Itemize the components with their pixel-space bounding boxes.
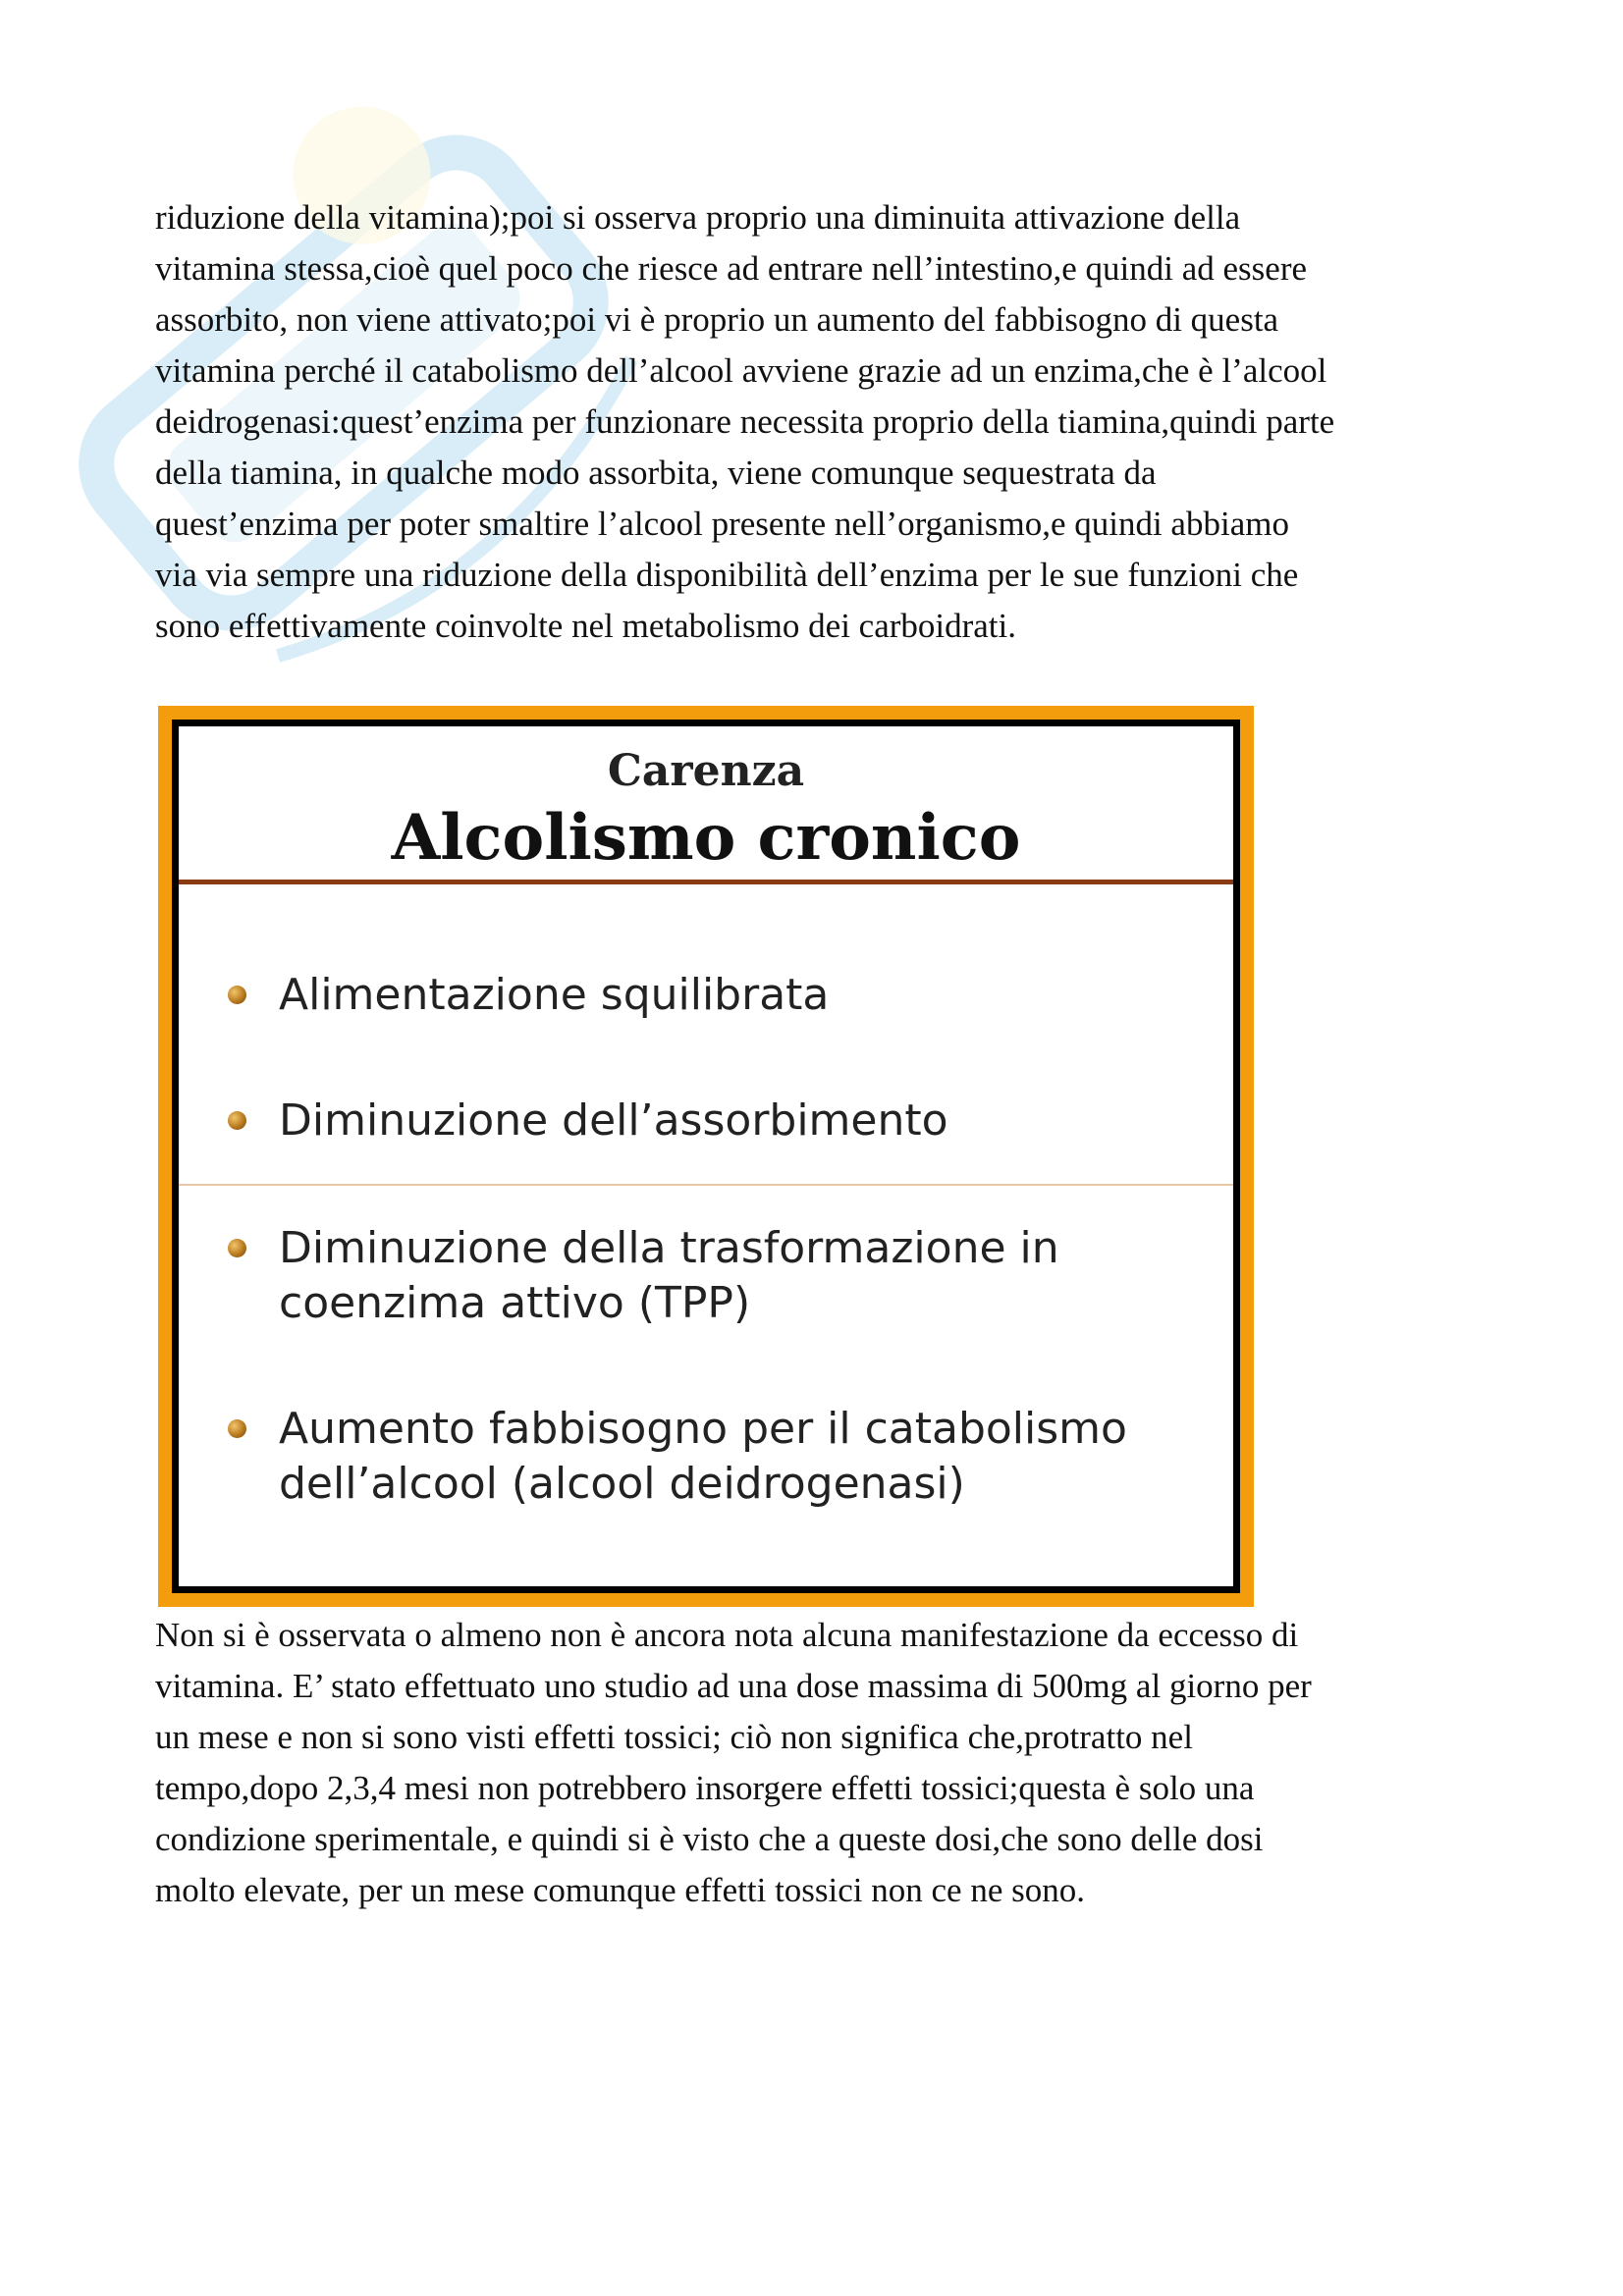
bullet-dot-icon xyxy=(228,1419,246,1438)
bullet-dot-icon xyxy=(228,986,246,1004)
bullet-text: Alimentazione squilibrata xyxy=(279,970,830,1020)
slide-image xyxy=(158,706,1254,1607)
text-line: tempo,dopo 2,3,4 mesi non potrebbero insorgere effetti tossici;questa è solo una xyxy=(155,1769,1255,1807)
text-line: un mese e non si sono visti effetti tossici; ciò non significa che,protratto nel xyxy=(155,1718,1193,1756)
text-line: vitamina stessa,cioè quel poco che riesce ad entrare nell’intestino,e quindi ad essere xyxy=(155,249,1308,288)
slide-title: Alcolismo cronico xyxy=(391,801,1021,875)
bullet-dot-icon xyxy=(228,1111,246,1130)
slide-bullet xyxy=(228,1094,1190,1148)
text-line: della tiamina, in qualche modo assorbita, viene comunque sequestrata da xyxy=(155,454,1157,492)
bullet-text: Diminuzione della trasformazione in xyxy=(279,1223,1059,1273)
text-line: quest’enzima per poter smaltire l’alcool presente nell’organismo,e quindi abbiamo xyxy=(155,505,1289,543)
text-line: vitamina perché il catabolismo dell’alcool avviene grazie ad un enzima,che è l’alcool xyxy=(155,351,1327,390)
slide-bullet xyxy=(228,1402,1190,1512)
paragraph-bottom xyxy=(155,1610,1490,1916)
slide-subtitle: Carenza xyxy=(607,746,805,796)
slide-divider xyxy=(179,880,1233,884)
bullet-text: dell’alcool (alcool deidrogenasi) xyxy=(279,1459,965,1509)
text-line: deidrogenasi:quest’enzima per funzionare necessita proprio della tiamina,quindi parte xyxy=(155,402,1335,441)
slide-border xyxy=(172,720,1240,1593)
paragraph-top xyxy=(155,192,1490,652)
bullet-dot-icon xyxy=(228,1239,246,1257)
text-line: assorbito, non viene attivato;poi vi è proprio un aumento del fabbisogno di questa xyxy=(155,300,1279,339)
bullet-text: coenzima attivo (TPP) xyxy=(279,1278,751,1328)
text-line: molto elevate, per un mese comunque effetti tossici non ce ne sono. xyxy=(155,1871,1085,1909)
text-line: vitamina. E’ stato effettuato uno studio ad una dose massima di 500mg al giorno per xyxy=(155,1667,1312,1705)
slide-divider-light xyxy=(179,1184,1233,1186)
text-line: condizione sperimentale, e quindi si è visto che a queste dosi,che sono delle dosi xyxy=(155,1820,1264,1858)
bullet-text: Aumento fabbisogno per il catabolismo xyxy=(279,1404,1127,1454)
bullet-text: Diminuzione dell’assorbimento xyxy=(279,1095,948,1146)
text-line: riduzione della vitamina);poi si osserva proprio una diminuita attivazione della xyxy=(155,198,1241,237)
slide-bullet xyxy=(228,968,1190,1023)
text-line: via via sempre una riduzione della disponibilità dell’enzima per le sue funzioni che xyxy=(155,556,1299,594)
slide-bullet xyxy=(228,1221,1190,1331)
text-line: sono effettivamente coinvolte nel metabolismo dei carboidrati. xyxy=(155,607,1016,645)
slide-content xyxy=(179,726,1233,1586)
text-line: Non si è osservata o almeno non è ancora nota alcuna manifestazione da eccesso di xyxy=(155,1616,1299,1654)
